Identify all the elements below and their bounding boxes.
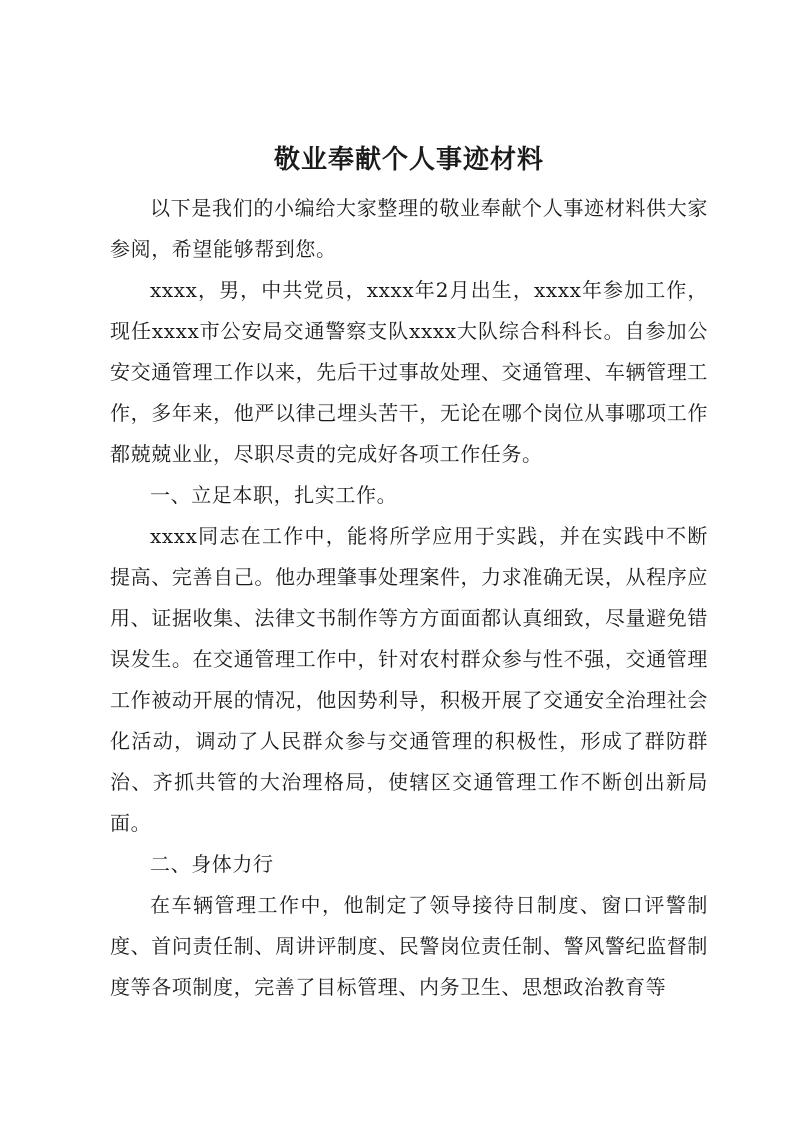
profile-paragraph: xxxx，男，中共党员，xxxx年2月出生，xxxx年参加工作，现任xxxx市公安局交通警察支队xxxx大队综合科科长。自参加公安交通管理工作以来，先后干过事故处理、交通管理、车辆管理工作，多年来，他严以律己埋头苦干，无论在哪个岗位从事哪项工作都兢兢业业，尽职尽责的完成好各项工作任务。 [110, 278, 708, 466]
document-title: 敬业奉献个人事迹材料 [273, 145, 544, 175]
section-heading-2: 二、身体力行 [150, 852, 274, 876]
section-1-paragraph: xxxx同志在工作中，能将所学应用于实践，并在实践中不断提高、完善自己。他办理肇事处理案件，力求准确无误，从程序应用、证据收集、法律文书制作等方方面面都认真细致，尽量避免错误发生。在交通管理工作中，针对农村群众参与性不强，交通管理工作被动开展的情况，他因势利导，积极开展了交通安全治理社会化活动，调动了人民群众参与交通管理的积极性，形成了群防群治、齐抓共管的大治理格局，使辖区交通管理工作不断创出新局面。 [110, 524, 708, 835]
section-2-paragraph: 在车辆管理工作中，他制定了领导接待日制度、窗口评警制度、首问责任制、周讲评制度、民警岗位责任制、警风警纪监督制度等各项制度，完善了目标管理、内务卫生、思想政治教育等 [110, 893, 708, 999]
document-page [110, 140, 708, 1008]
section-heading-1: 一、立足本职，扎实工作。 [150, 483, 398, 507]
intro-paragraph: 以下是我们的小编给大家整理的敬业奉献个人事迹材料供大家参阅，希望能够帮到您。 [110, 196, 708, 261]
